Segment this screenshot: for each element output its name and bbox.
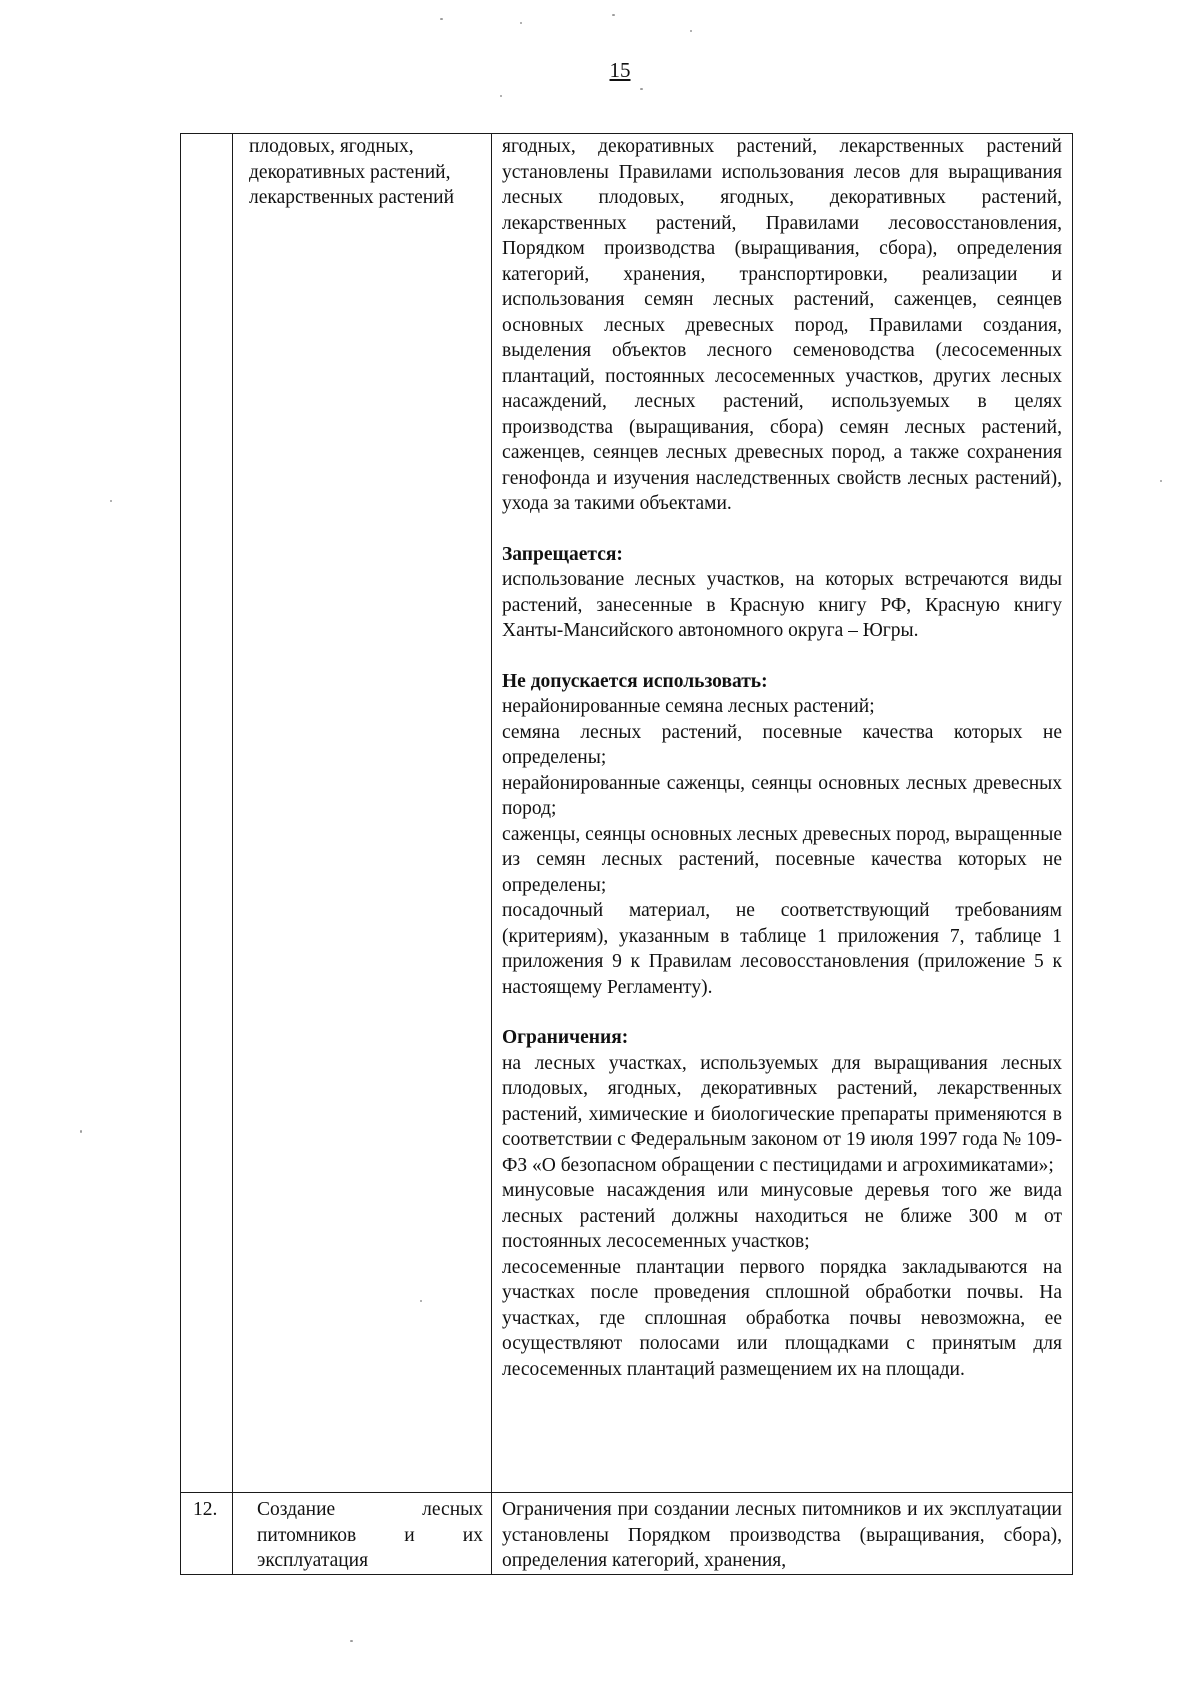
regulation-table [180,133,1073,1575]
not-allowed-item: нерайонированные семяна лесных растений; [502,696,875,717]
row-11-activity-name: плодовых, ягодных, декоративных растений, лекарственных растений [249,136,455,208]
row-12-number: 12. [193,1499,218,1520]
prohibited-heading: Запрещается: [502,543,623,565]
not-allowed-heading: Не допускается использовать: [502,670,768,692]
restrictions-item: на лесных участках, используемых для выращивания лесных плодовых, ягодных, декоративных растений, лекарственных растений, химические и биологические препараты применяются в соответствии с Федеральным законом от 19 июля 1997 года № 109-ФЗ «О безопасном обращении с пестицидами и агрохимикатами»; [502,1052,1062,1176]
restrictions-item: лесосеменные плантации первого порядка закладываются на участках после проведения сплошной обработки почвы. На участках, где сплошная обработка почвы невозможна, ее осуществляют полосами или площадками с принятым для лесосеменных плантаций размещением их на площади. [502,1256,1062,1380]
page-number: 15 [609,58,631,82]
not-allowed-item: посадочный материал, не соответствующий требованиям (критериям), указанным в таблице 1 приложения 7, таблице 1 приложения 9 к Правилам лесовосстановления (приложение 5 к настоящему Регламенту). [502,900,1062,998]
prohibited-text: использование лесных участков, на которых встречаются виды растений, занесенные в Красную книгу РФ, Красную книгу Ханты-Мансийского автономного округа – Югры. [502,569,1062,641]
restrictions-heading: Ограничения: [502,1027,629,1048]
row-11-requirements [502,134,1062,1382]
restrictions-item: минусовые насаждения или минусовые деревья того же вида лесных растений должны находиться не ближе 300 м от постоянных лесосеменных участков; [502,1180,1062,1252]
row-12-text: Ограничения при создании лесных питомников и их эксплуатации установлены Порядком производства (выращивания, сбора), определения категорий, хранения, [502,1499,1062,1571]
not-allowed-item: нерайонированные саженцы, сеянцы основных лесных древесных пород; [502,772,1062,819]
column-divider-name [491,134,492,1574]
not-allowed-item: саженцы, сеянцы основных лесных древесных пород, выращенные из семян лесных растений, посевные качества которых не определены; [502,823,1062,896]
row-11-intro: ягодных, декоративных растений, лекарственных растений установлены Правилами использования лесов для выращивания лесных плодовых, ягодных, декоративных растений, лекарственных растений, Правилами лесовосстановления, Порядком производства (выращивания, сбора), определения категорий, хранения, транспортировки, реализации и использования семян лесных растений, саженцев, сеянцев основных лесных древесных пород, Правилами создания, выделения объектов лесного семеноводства (лесосеменных плантаций, постоянных лесосеменных участков, других лесных насаждений, лесных растений, используемых в целях производства (выращивания, сбора) семян лесных растений, саженцев, сеянцев лесных древесных пород, а также сохранения генофонда и изучения наследственных свойств лесных растений), ухода за такими объектами. [502,136,1062,514]
column-divider-number [232,134,233,1574]
not-allowed-item: семяна лесных растений, посевные качества которых не определены; [502,721,1062,768]
row-divider [181,1492,1072,1493]
row-12-activity-name: Создание лесных питомников и их эксплуатация [257,1499,483,1571]
